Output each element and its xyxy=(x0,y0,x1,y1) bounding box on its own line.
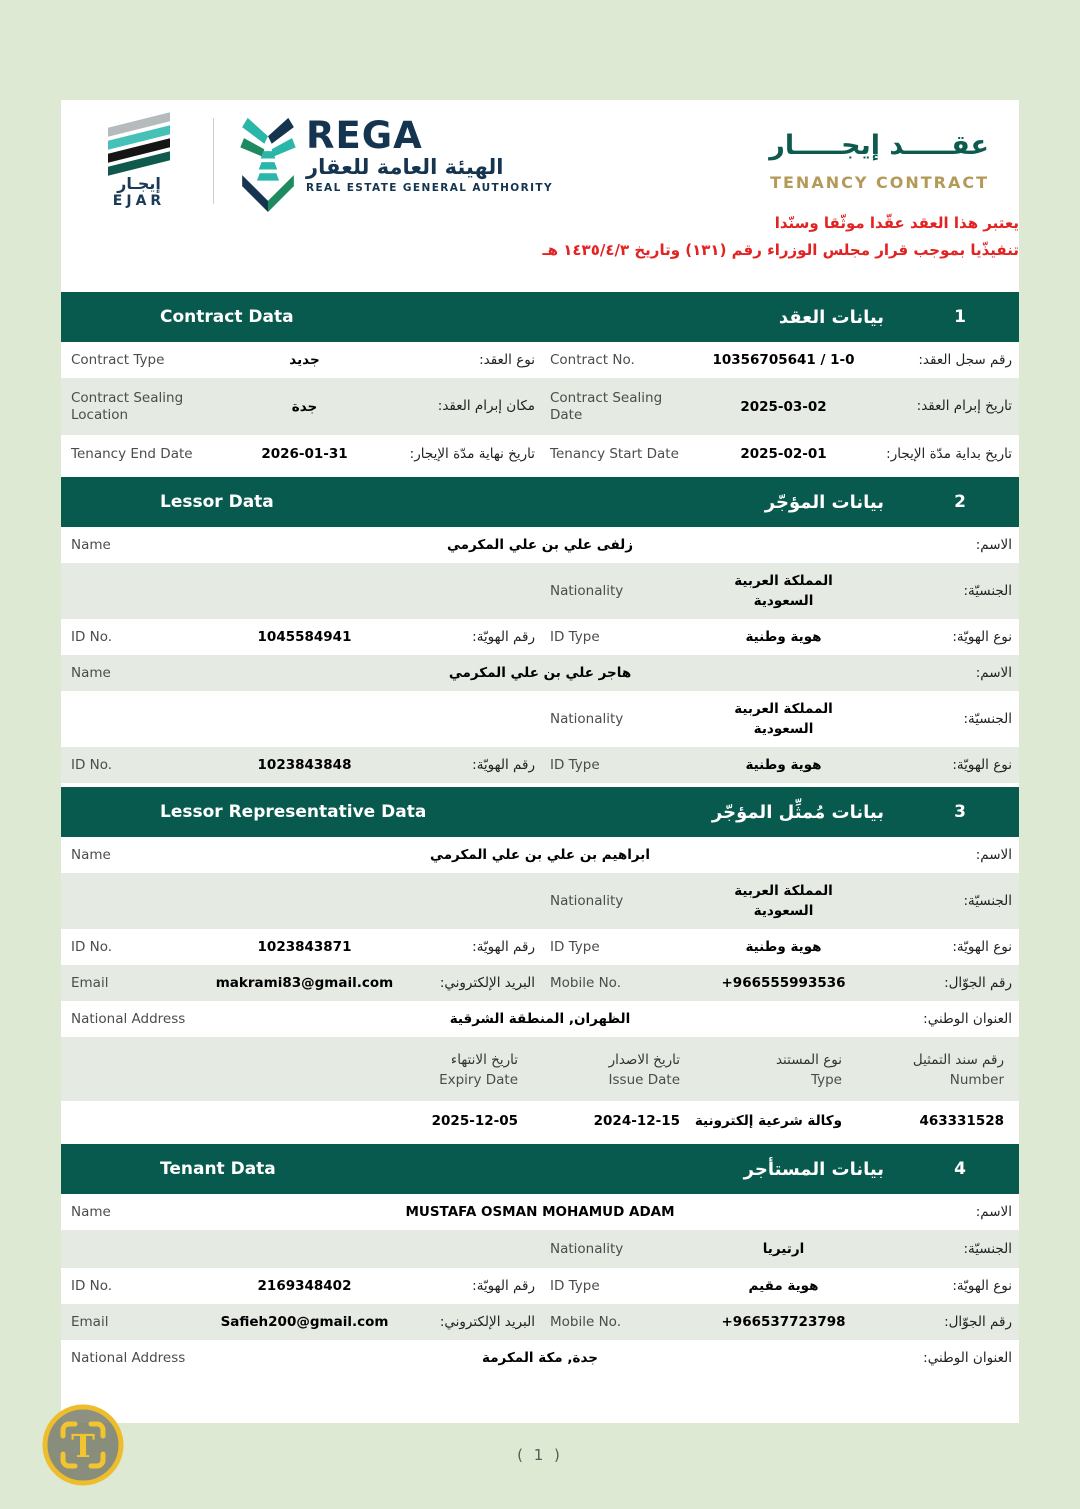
field-group xyxy=(540,1230,1019,1268)
field-group xyxy=(540,929,1019,965)
field-label-ar: الجنسيّة: xyxy=(963,710,1012,727)
contract-title-arabic: عقـــــد إيجـــــار xyxy=(769,130,989,161)
ejar-name-arabic: إيجـار xyxy=(117,174,161,193)
field-value: 1023843848 xyxy=(257,757,352,773)
subtable-column-label-en: Type xyxy=(810,1072,842,1088)
field-group xyxy=(540,691,1019,747)
field-group-empty xyxy=(61,873,540,929)
field-label-en: Contract Sealing Location xyxy=(71,389,184,423)
document-header xyxy=(61,100,1019,209)
contract-title xyxy=(769,116,989,192)
rega-palm-icon xyxy=(240,116,296,212)
field-label-ar: رقم الهويّة: xyxy=(472,938,535,955)
section-title-en: Tenant Data xyxy=(160,1159,276,1179)
section-title-en: Lessor Representative Data xyxy=(160,802,427,822)
field-group xyxy=(540,965,1019,1001)
ejar-stripes-icon xyxy=(108,112,170,175)
field-row xyxy=(61,1194,1019,1230)
field-group xyxy=(540,378,1019,435)
field-group xyxy=(540,342,1019,378)
disclaimer-line-1: يعتبر هذا العقد عقّدا موثّقا وسنّدا xyxy=(774,214,1019,232)
section-number: 1 xyxy=(954,307,966,327)
field-label-ar: الاسم: xyxy=(975,1204,1012,1220)
field-label-en: Contract No. xyxy=(550,351,635,368)
field-group xyxy=(540,1268,1019,1304)
field-label-ar: نوع الهويّة: xyxy=(952,938,1012,955)
field-row xyxy=(61,378,1019,435)
field-label-ar: رقم الهويّة: xyxy=(472,1277,535,1294)
field-label-ar: رقم الجوّال: xyxy=(944,974,1012,991)
field-group xyxy=(540,873,1019,929)
subtable-column xyxy=(688,1049,850,1089)
field-value: makrami83@gmail.com xyxy=(215,975,394,991)
field-group xyxy=(61,619,540,655)
field-value: ابراهيم بن علي بن علي المكرمي xyxy=(430,847,650,863)
rega-logo xyxy=(240,116,553,212)
page-number: ( 1 ) xyxy=(517,1446,563,1464)
field-row xyxy=(61,747,1019,783)
section-title-ar: بيانات مُمثِّل المؤجّر xyxy=(711,801,884,823)
section-header xyxy=(61,292,1019,342)
section-title-en: Contract Data xyxy=(160,307,294,327)
field-label-ar: العنوان الوطني: xyxy=(923,1011,1012,1027)
field-row xyxy=(61,619,1019,655)
field-label-ar: رقم الجوّال: xyxy=(944,1313,1012,1330)
field-group xyxy=(540,619,1019,655)
field-label-ar: الجنسيّة: xyxy=(963,1240,1012,1257)
field-value: 10356705641 / 1-0 xyxy=(712,352,855,368)
section-header xyxy=(61,477,1019,527)
field-row xyxy=(61,691,1019,747)
field-label-ar: الاسم: xyxy=(975,665,1012,681)
section-header xyxy=(61,1144,1019,1194)
field-label-en: Nationality xyxy=(550,892,624,909)
section-number: 3 xyxy=(954,802,966,822)
subtable-column-label-ar: نوع المستند xyxy=(775,1052,842,1068)
field-value-text: المملكة العربية السعودية xyxy=(734,883,833,919)
field-label-en: Name xyxy=(71,1204,111,1220)
field-row xyxy=(61,929,1019,965)
field-value: هوية وطنية xyxy=(745,939,822,955)
field-label-ar: الاسم: xyxy=(975,537,1012,553)
field-row xyxy=(61,563,1019,619)
field-row xyxy=(61,342,1019,378)
field-value: جدة, مكة المكرمة xyxy=(482,1350,598,1366)
stamp-letter: T xyxy=(71,1427,95,1465)
sections xyxy=(61,292,1019,1376)
section-number: 2 xyxy=(954,492,966,512)
field-value: هوية مقيم xyxy=(748,1278,819,1294)
legal-disclaimer xyxy=(61,210,1019,264)
contract-title-english: TENANCY CONTRACT xyxy=(770,173,989,192)
field-label-en: ID Type xyxy=(550,628,600,645)
disclaimer-line-2: تنفيذّيا بموجب قرار مجلس الوزراء رقم (١٣١) وتاريخ ١٤٣٥/٤/٣ هـ xyxy=(542,241,1019,259)
subtable-column-label-ar: تاريخ الانتهاء xyxy=(450,1052,518,1068)
field-label-ar: نوع الهويّة: xyxy=(952,1277,1012,1294)
field-label-ar: العنوان الوطني: xyxy=(923,1350,1012,1366)
field-label-ar: تاريخ بداية مدّة الإيجار: xyxy=(886,445,1012,462)
field-label-en: National Address xyxy=(71,1350,186,1366)
field-group xyxy=(61,342,540,378)
field-label-en: Email xyxy=(71,1313,109,1330)
field-value: جديد xyxy=(289,352,320,368)
section-number: 4 xyxy=(954,1159,966,1179)
field-label-en: Nationality xyxy=(550,710,624,727)
rega-name: REGA xyxy=(306,114,423,157)
rega-text xyxy=(306,116,553,212)
field-group xyxy=(61,378,540,435)
field-label-ar: رقم سجل العقد: xyxy=(918,351,1012,368)
subtable-row xyxy=(61,1101,1019,1140)
ejar-name-latin: EJAR xyxy=(112,193,166,209)
field-label-en: National Address xyxy=(71,1011,186,1027)
field-label-ar: نوع الهويّة: xyxy=(952,756,1012,773)
field-group-empty xyxy=(61,1230,540,1268)
field-label-en: ID No. xyxy=(71,756,113,773)
subtable-column-label-ar: رقم سند التمثيل xyxy=(912,1052,1004,1068)
field-group xyxy=(540,563,1019,619)
field-row xyxy=(61,527,1019,563)
field-group xyxy=(61,1268,540,1304)
field-value: هوية وطنية xyxy=(745,629,822,645)
field-value: جدة xyxy=(291,398,318,415)
field-label-ar: الاسم: xyxy=(975,847,1012,863)
section-title-en: Lessor Data xyxy=(160,492,274,512)
subtable-column-label-en: Expiry Date xyxy=(439,1072,518,1088)
subtable-value: وكالة شرعية إلكترونية xyxy=(694,1112,842,1129)
subtable-header xyxy=(61,1037,1019,1101)
section-title-ar: بيانات العقد xyxy=(778,306,884,328)
field-value: MUSTAFA OSMAN MOHAMUD ADAM xyxy=(405,1204,675,1220)
field-value: +966555993536 xyxy=(721,975,846,991)
field-row xyxy=(61,1340,1019,1376)
field-label-ar: البريد الإلكتروني: xyxy=(439,974,535,991)
logo-divider xyxy=(213,118,214,204)
field-value: 2026-01-31 xyxy=(261,446,348,462)
field-value xyxy=(698,699,869,739)
field-label-en: Name xyxy=(71,665,111,681)
subtable-column-label-ar: تاريخ الاصدار xyxy=(608,1052,680,1068)
field-label-en: Tenancy End Date xyxy=(71,445,193,462)
field-value: هاجر علي بن علي المكرمي xyxy=(448,665,632,681)
field-value: 1045584941 xyxy=(257,629,352,645)
subtable-column-label-en: Number xyxy=(949,1072,1004,1088)
field-row xyxy=(61,1268,1019,1304)
field-value: Safieh200@gmail.com xyxy=(220,1314,389,1330)
field-group xyxy=(61,929,540,965)
field-label-ar: البريد الإلكتروني: xyxy=(439,1313,535,1330)
field-label-ar: رقم الهويّة: xyxy=(472,756,535,773)
subtable-column-label-en: Issue Date xyxy=(608,1072,680,1088)
field-value: ارتيريا xyxy=(762,1241,805,1257)
contract-document xyxy=(61,100,1019,1423)
field-label-ar: نوع العقد: xyxy=(479,351,535,368)
field-label-ar: الجنسيّة: xyxy=(963,892,1012,909)
field-value xyxy=(698,881,869,921)
section-title-ar: بيانات المستأجر xyxy=(743,1158,884,1180)
field-value: زلفى علي بن علي المكرمي xyxy=(446,537,634,553)
field-label-en: Mobile No. xyxy=(550,974,621,991)
field-label-en: Tenancy Start Date xyxy=(550,445,679,462)
field-value: 2169348402 xyxy=(257,1278,352,1294)
field-value: 2025-02-01 xyxy=(740,446,827,462)
field-label-en: ID No. xyxy=(71,938,113,955)
field-label-en: Name xyxy=(71,847,111,863)
field-label-ar: تاريخ نهاية مدّة الإيجار: xyxy=(409,445,535,462)
field-label-en: Contract Sealing Date xyxy=(550,389,663,423)
field-value-text: المملكة العربية السعودية xyxy=(734,573,833,609)
field-group xyxy=(61,1304,540,1340)
field-group-empty xyxy=(61,691,540,747)
field-row xyxy=(61,655,1019,691)
text-scan-stamp-icon xyxy=(39,1400,127,1490)
section-header xyxy=(61,787,1019,837)
field-value xyxy=(698,571,869,611)
field-group xyxy=(61,965,540,1001)
subtable-value: 2024-12-15 xyxy=(593,1112,680,1129)
field-label-en: Name xyxy=(71,537,111,553)
field-row xyxy=(61,837,1019,873)
rega-name-arabic: الهيئة العامة للعقار xyxy=(306,155,504,180)
field-row xyxy=(61,435,1019,473)
field-row xyxy=(61,873,1019,929)
field-group xyxy=(540,1304,1019,1340)
field-row xyxy=(61,1304,1019,1340)
field-value: الظهران, المنطقة الشرقية xyxy=(449,1011,631,1027)
field-value: هوية وطنية xyxy=(745,757,822,773)
subtable-value: 463331528 xyxy=(919,1112,1004,1129)
field-row xyxy=(61,965,1019,1001)
field-group xyxy=(540,435,1019,473)
field-group xyxy=(540,747,1019,783)
subtable-column xyxy=(850,1049,1012,1089)
field-label-en: ID No. xyxy=(71,628,113,645)
field-value: 1023843871 xyxy=(257,939,352,955)
field-label-en: Contract Type xyxy=(71,351,165,368)
field-label-en: ID Type xyxy=(550,756,600,773)
field-label-ar: تاريخ إبرام العقد: xyxy=(916,398,1012,414)
field-label-en: ID Type xyxy=(550,1277,600,1294)
field-value: 2025-03-02 xyxy=(740,398,827,415)
ejar-logo xyxy=(87,116,191,209)
field-group-empty xyxy=(61,563,540,619)
field-row xyxy=(61,1230,1019,1268)
field-label-ar: مكان إبرام العقد: xyxy=(437,398,535,414)
field-label-en: Nationality xyxy=(550,1240,624,1257)
field-value: +966537723798 xyxy=(721,1314,846,1330)
rega-name-english: REAL ESTATE GENERAL AUTHORITY xyxy=(306,182,553,195)
section-title-ar: بيانات المؤجّر xyxy=(764,491,884,513)
field-label-ar: رقم الهويّة: xyxy=(472,628,535,645)
field-label-en: Mobile No. xyxy=(550,1313,621,1330)
field-value-text: المملكة العربية السعودية xyxy=(734,701,833,737)
field-row xyxy=(61,1001,1019,1037)
field-group xyxy=(61,435,540,473)
field-label-en: ID No. xyxy=(71,1277,113,1294)
field-label-en: Email xyxy=(71,974,109,991)
field-label-en: Nationality xyxy=(550,582,624,599)
field-label-en: ID Type xyxy=(550,938,600,955)
field-group xyxy=(61,747,540,783)
subtable-column xyxy=(364,1049,526,1089)
field-label-ar: نوع الهويّة: xyxy=(952,628,1012,645)
subtable-value: 2025-12-05 xyxy=(431,1112,518,1129)
field-label-ar: الجنسيّة: xyxy=(963,582,1012,599)
subtable-column xyxy=(526,1049,688,1089)
